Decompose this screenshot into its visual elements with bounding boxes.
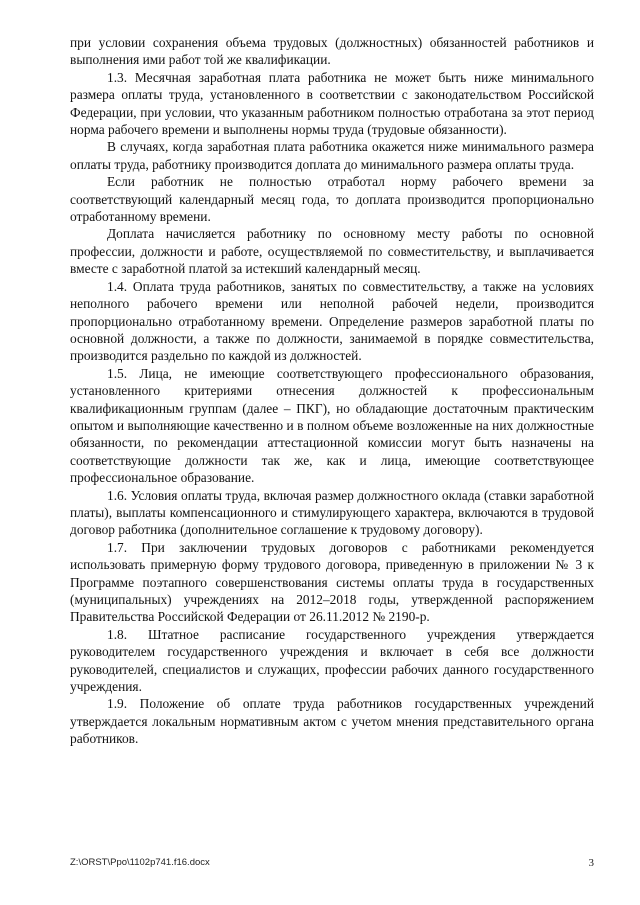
paragraph-1-3: 1.3. Месячная заработная плата работника не может быть ниже минимального размера оплаты труда, установленного в соответствии с законодательством Российской Федерации, при условии, что указанным работником полностью отработана за этот период норма рабочего времени и выполнены нормы труда (трудовые обязанности). bbox=[70, 69, 594, 138]
paragraph-1-8: 1.8. Штатное расписание государственного учреждения утверждается руководителем государственного учреждения и включает в себя все должности руководителей, специалистов и служащих, профессии рабочих данного государственного учреждения. bbox=[70, 626, 594, 695]
paragraph-1-5: 1.5. Лица, не имеющие соответствующего профессионального образования, установленного критериями отнесения должностей к профессиональным квалификационным группам (далее – ПКГ), но обладающие достаточным практическим опытом и выполняющие качественно и в полном объеме возложенные на них должностные обязанности, по рекомендации аттестационной комиссии могут быть назначены на соответствующие должности так же, как и лица, имеющие соответствующее профессиональное образование. bbox=[70, 365, 594, 486]
document-body bbox=[70, 34, 594, 748]
paragraph-1-4: 1.4. Оплата труда работников, занятых по совместительству, а также на условиях неполного рабочего времени или неполной рабочей недели, производится пропорционально отработанному времени. Определение размеров заработной платы по основной должности, а также по должности, занимаемой в порядке совместительства, производится раздельно по каждой из должностей. bbox=[70, 278, 594, 364]
paragraph-mrot-surcharge: В случаях, когда заработная плата работника окажется ниже минимального размера оплаты труда, работнику производится доплата до минимального размера оплаты труда. bbox=[70, 139, 594, 172]
paragraph-partial-norm: Если работник не полностью отработал норму рабочего времени за соответствующий календарный месяц года, то доплата производится пропорционально отработанному времени. bbox=[70, 174, 594, 225]
page-number: 3 bbox=[588, 857, 594, 869]
paragraph-1-9: 1.9. Положение об оплате труда работников государственных учреждений утверждается локальным нормативным актом с учетом мнения представительного органа работников. bbox=[70, 696, 594, 747]
file-path: Z:\ORST\Ppo\1102p741.f16.docx bbox=[70, 857, 210, 868]
paragraph-surcharge-place: Доплата начисляется работнику по основному месту работы по основной профессии, должности и работе, осуществляемой по совместительству, и выплачивается вместе с заработной платой за истекший календарный месяц. bbox=[70, 226, 594, 277]
paragraph-continuation: при условии сохранения объема трудовых (должностных) обязанностей работников и выполнения ими работ той же квалификации. bbox=[70, 35, 594, 68]
paragraph-1-6: 1.6. Условия оплаты труда, включая размер должностного оклада (ставки заработной платы), выплаты компенсационного и стимулирующего характера, включаются в трудовой договор работника (дополнительное соглашение к трудовому договору). bbox=[70, 487, 594, 538]
paragraph-1-7: 1.7. При заключении трудовых договоров с работниками рекомендуется использовать примерную форму трудового договора, приведенную в приложении № 3 к Программе поэтапного совершенствования системы оплаты труда в государственных (муниципальных) учреждениях на 2012–2018 годы, утвержденной распоряжением Правительства Российской Федерации от 26.11.2012 № 2190-р. bbox=[70, 539, 594, 625]
